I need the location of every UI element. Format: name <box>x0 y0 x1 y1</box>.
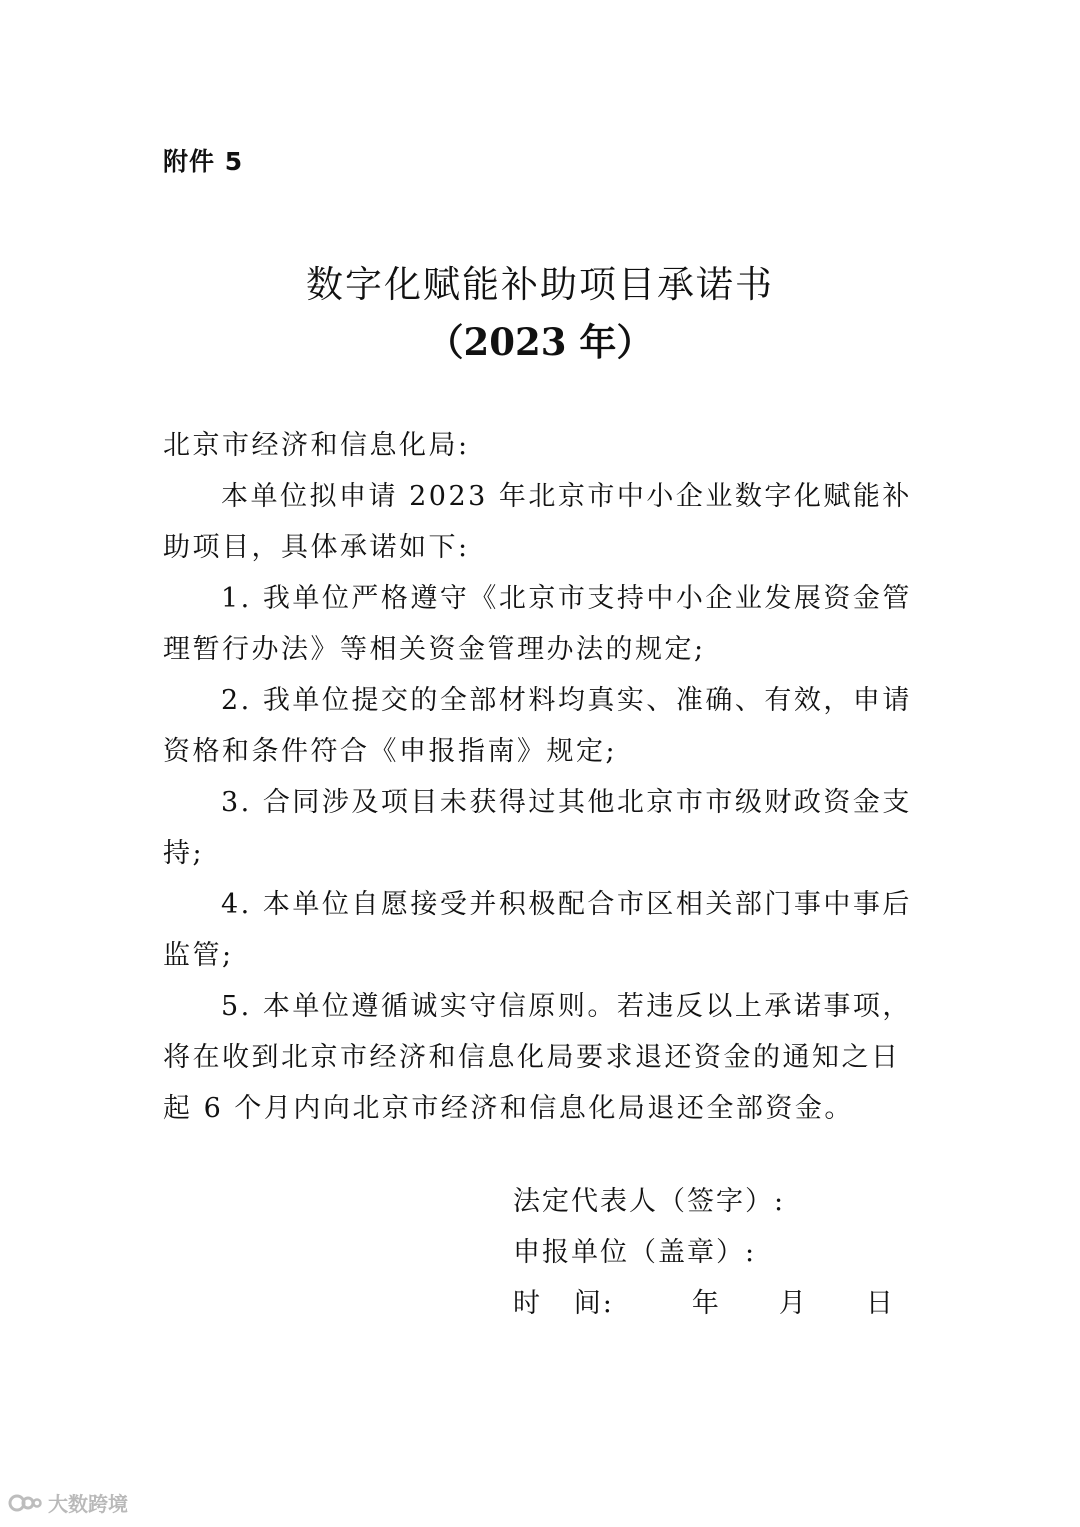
salutation: 北京市经济和信息化局: <box>163 430 470 461</box>
commitment-item-1: 1. 我单位严格遵守《北京市支持中小企业发展资金管理暂行办法》等相关资金管理办法的规定; <box>163 583 912 665</box>
letter-body <box>163 420 923 1134</box>
signature-block <box>513 1176 895 1329</box>
commitment-item-4: 4. 本单位自愿接受并积极配合市区相关部门事中事后监管; <box>163 889 912 971</box>
watermark <box>8 1488 128 1517</box>
commitment-item-3: 3. 合同涉及项目未获得过其他北京市市级财政资金支持; <box>163 787 912 869</box>
date-line <box>513 1278 895 1329</box>
month-label: 月 <box>778 1288 808 1319</box>
document-year: （2023 年） <box>426 320 654 364</box>
watermark-text: 大数跨境 <box>48 1492 128 1516</box>
applicant-unit-line: 申报单位（盖章）: <box>513 1237 757 1268</box>
attachment-label: 附件 5 <box>163 147 244 176</box>
watermark-logo-icon <box>8 1491 42 1515</box>
document-title: 数字化赋能补助项目承诺书 <box>306 263 774 306</box>
commitment-item-2: 2. 我单位提交的全部材料均真实、准确、有效，申请资格和条件符合《申报指南》规定; <box>163 685 912 767</box>
commitment-item-5: 5. 本单位遵循诚实守信原则。若违反以上承诺事项，将在收到北京市经济和信息化局要求退还资金的通知之日起 6 个月内向北京市经济和信息化局退还全部资金。 <box>163 991 912 1124</box>
year-label: 年 <box>691 1288 721 1319</box>
legal-representative-line: 法定代表人（签字）: <box>513 1186 786 1217</box>
intro-paragraph: 本单位拟申请 2023 年北京市中小企业数字化赋能补助项目，具体承诺如下: <box>163 481 912 563</box>
time-label: 时 间: <box>513 1288 614 1319</box>
day-label: 日 <box>865 1288 895 1319</box>
